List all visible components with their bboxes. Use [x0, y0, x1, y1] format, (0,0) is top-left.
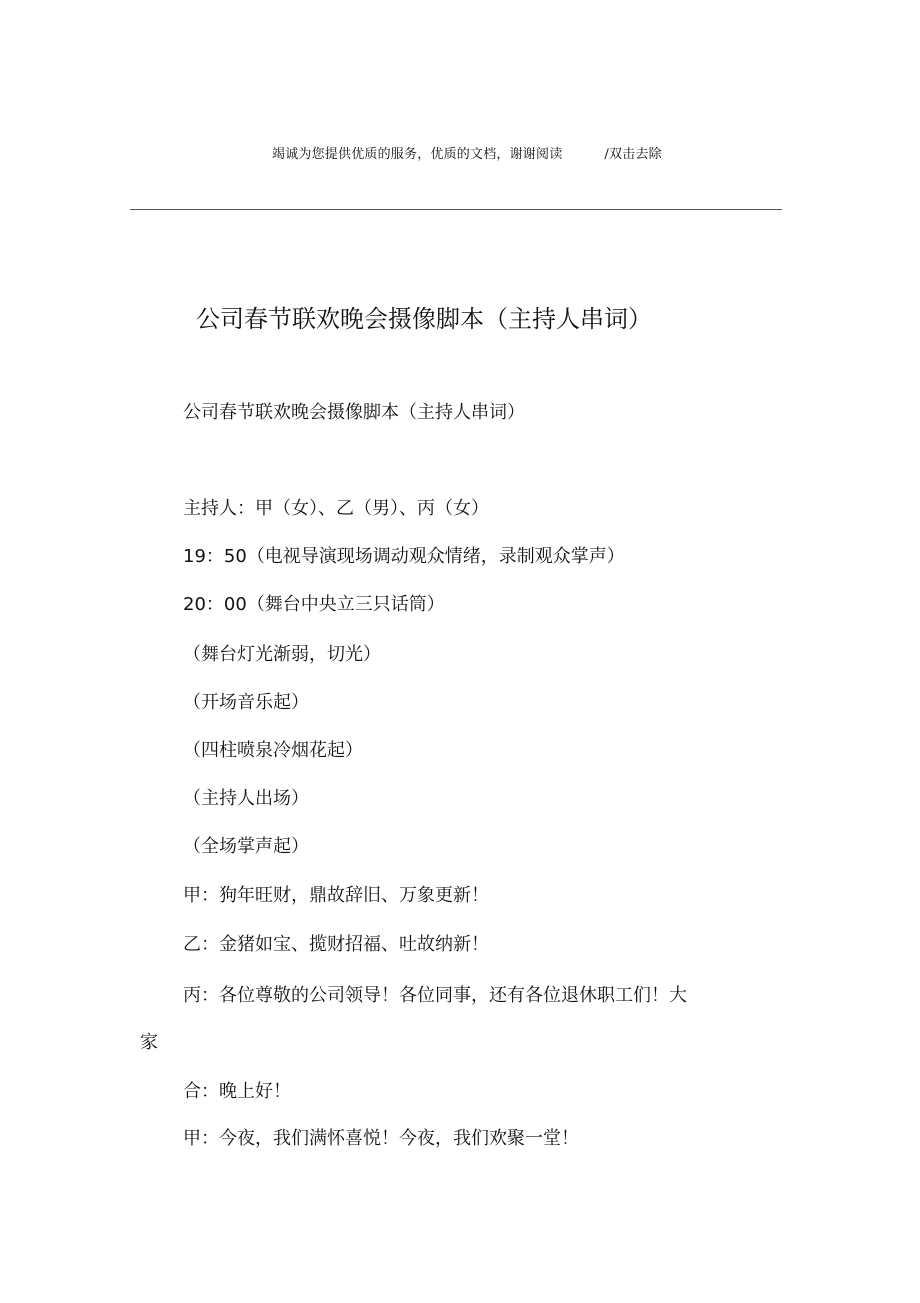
stage-cue: （主持人出场）: [183, 788, 309, 809]
stage-cue: （四柱喷泉冷烟花起）: [183, 740, 363, 761]
header-note-text: 竭诚为您提供优质的服务，优质的文档，谢谢阅读: [272, 147, 563, 162]
dialogue-line: 甲：今夜，我们满怀喜悦！今夜，我们欢聚一堂！: [183, 1128, 579, 1149]
dialogue-line-wrap: 家: [140, 1032, 158, 1053]
time-note: （电视导演现场调动观众情绪，录制观众掌声）: [246, 546, 625, 567]
time-line-1950: [183, 544, 625, 570]
dialogue-line: 丙：各位尊敬的公司领导！各位同事，还有各位退休职工们！大: [183, 985, 687, 1006]
stage-cue: （全场掌声起）: [183, 836, 309, 857]
header-divider: [130, 209, 782, 210]
remove-hint[interactable]: /双击去除: [604, 147, 662, 162]
header-note: [272, 143, 662, 162]
stage-cue: （舞台灯光渐弱，切光）: [183, 644, 381, 665]
dialogue-line: 甲：狗年旺财，鼎故辞旧、万象更新！: [183, 885, 489, 906]
hosts-line: 主持人：甲（女）、乙（男）、丙（女）: [183, 498, 489, 519]
stage-cue: （开场音乐起）: [183, 692, 309, 713]
document-title: 公司春节联欢晚会摄像脚本（主持人串词）: [196, 305, 652, 333]
dialogue-line: 合：晚上好！: [183, 1081, 291, 1102]
time-value: 20：00: [183, 594, 247, 615]
time-value: 19：50: [183, 546, 247, 567]
document-subtitle: 公司春节联欢晚会摄像脚本（主持人串词）: [183, 402, 525, 423]
time-line-2000: [183, 592, 445, 618]
time-note: （舞台中央立三只话筒）: [246, 594, 445, 615]
dialogue-line: 乙：金猪如宝、揽财招福、吐故纳新！: [183, 934, 489, 955]
